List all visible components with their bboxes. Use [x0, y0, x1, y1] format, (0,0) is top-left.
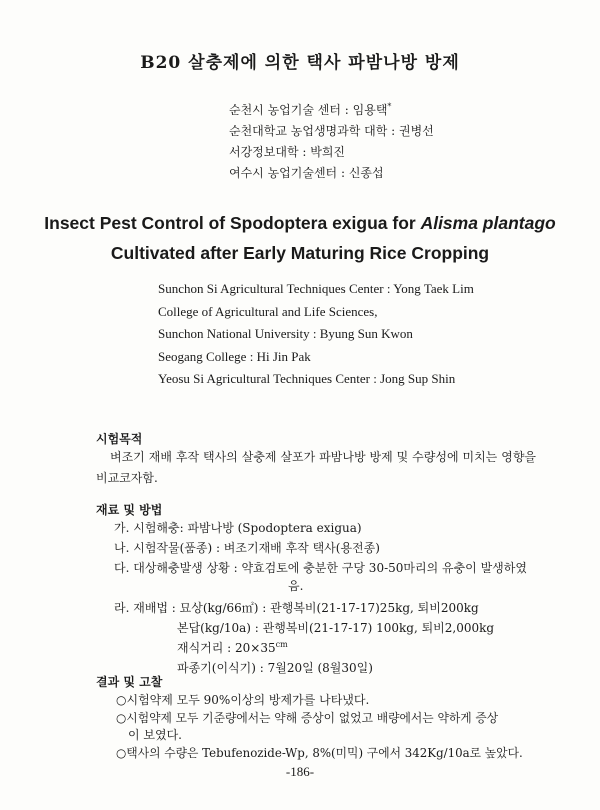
korean-author-4: 여수시 농업기술센터 : 신종섭	[229, 166, 384, 180]
methods-item-2: 나. 시험작물(품종) : 벼조기재배 후작 택사(용전종)	[114, 541, 380, 555]
results-item-3: ○택사의 수량은 Tebufenozide-Wp, 8%(미믹) 구에서 342Kg/10a로 높았다.	[116, 746, 523, 760]
korean-author-1: 순천시 농업기술 센터 : 임용택*	[229, 102, 392, 117]
korean-author-2: 순천대학교 농업생명과학 대학 : 권병선	[229, 124, 434, 138]
english-author-2a: College of Agricultural and Life Sciences,	[158, 303, 378, 319]
english-title-part3: Cultivated after Early Maturing Rice Cropping	[110, 243, 490, 263]
purpose-heading: 시험목적	[96, 432, 143, 446]
methods-item-4: 라. 재배법 : 묘상(kg/66㎡) : 관행복비(21-17-17)25kg, 퇴비200kg	[114, 601, 479, 615]
methods-item-1: 가. 시험해충: 파밤나방 (Spodoptera exigua)	[114, 521, 362, 535]
methods-item-4-sowing: 파종기(이식기) : 7월20일 (8월30일)	[177, 661, 373, 675]
english-author-1: Sunchon Si Agricultural Techniques Center : Yong Taek Lim	[158, 281, 474, 296]
methods-item-4-paddy: 본답(kg/10a) : 관행복비(21-17-17) 100kg, 퇴비2,000kg	[177, 621, 495, 635]
methods-item-4-spacing: 재식거리 : $20\times 35^{cm}$	[177, 640, 288, 655]
english-authors	[158, 278, 474, 391]
korean-authors	[229, 96, 434, 184]
results-item-2-cont: 이 보였다.	[128, 728, 182, 742]
methods-heading: 재료 및 방법	[96, 503, 163, 517]
korean-author-3: 서강정보대학 : 박희진	[229, 145, 346, 159]
methods-item-3-cont: 음.	[288, 579, 304, 593]
english-title-italic: Alisma plantago	[420, 213, 556, 233]
english-title-part1: Insect Pest Control of Spodoptera exigua for	[44, 213, 421, 233]
english-author-4: Yeosu Si Agricultural Techniques Center : Jong Sup Shin	[158, 371, 456, 386]
purpose-text: 벼조기 재배 후작 택사의 살충제 살포가 파밤나방 방제 및 수량성에 미치는 영향을 비교코자함.	[96, 450, 536, 485]
results-heading: 결과 및 고찰	[96, 675, 163, 689]
results-item-1: ○시험약제 모두 90%이상의 방제가를 나타냈다.	[116, 693, 370, 707]
english-author-2b: Sunchon National University : Byung Sun Kwon	[158, 326, 413, 341]
english-title	[0, 208, 600, 268]
page-number: -186-	[285, 764, 315, 779]
korean-title: B20 살충제에 의한 택사 파밤나방 방제	[140, 53, 460, 73]
english-author-3: Seogang College : Hi Jin Pak	[158, 348, 311, 364]
methods-item-3: 다. 대상해충발생 상황 : 약효검토에 충분한 구당 30-50마리의 유충이 발생하였	[114, 561, 527, 575]
results-item-2: ○시험약제 모두 기준량에서는 약해 증상이 없었고 배량에서는 약하게 증상	[116, 711, 499, 725]
